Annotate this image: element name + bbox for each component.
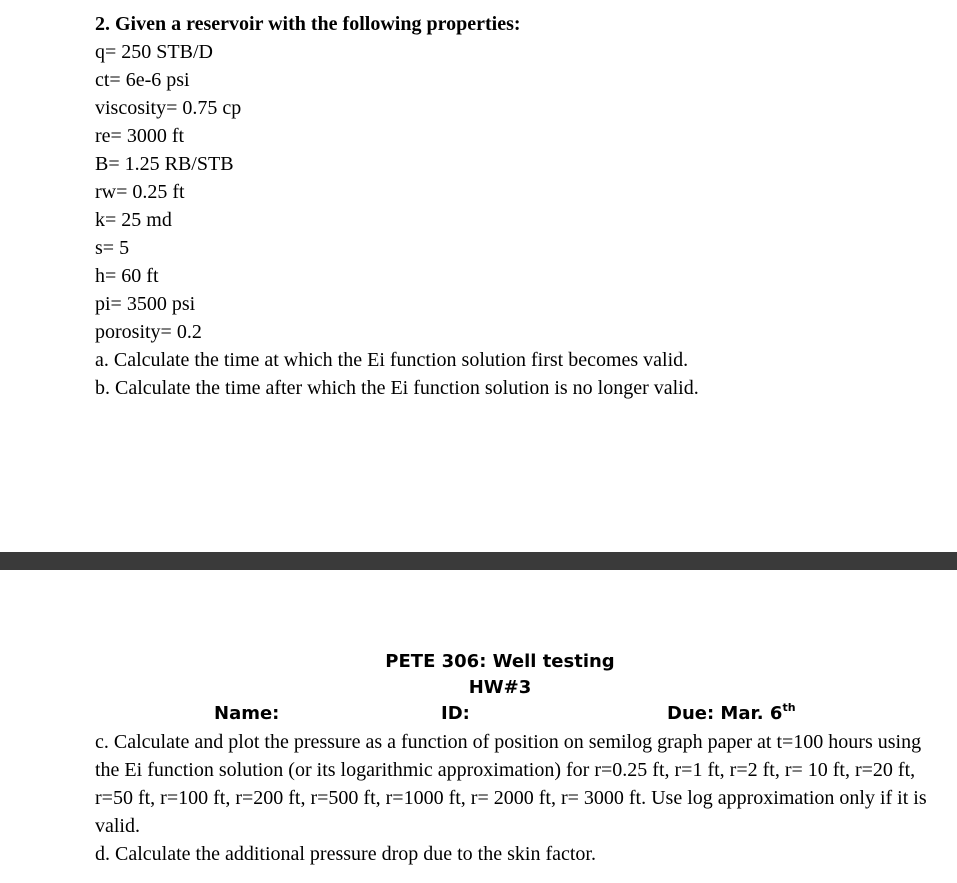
problem-title: 2. Given a reservoir with the following properties: (95, 13, 521, 35)
problem-section (95, 10, 945, 402)
continuation-section (95, 728, 950, 868)
property-porosity: porosity= 0.2 (95, 321, 202, 343)
course-title: PETE 306: Well testing (385, 651, 615, 672)
due-date-text: Due: Mar. 6 (667, 703, 783, 724)
property-list (95, 38, 945, 346)
property-initial-pressure: pi= 3500 psi (95, 293, 196, 315)
page-divider (0, 552, 957, 570)
property-compressibility: ct= 6e-6 psi (95, 69, 190, 91)
property-external-radius: re= 3000 ft (95, 125, 185, 147)
property-viscosity: viscosity= 0.75 cp (95, 97, 242, 119)
homework-title: HW#3 (468, 677, 532, 698)
property-wellbore-radius: rw= 0.25 ft (95, 181, 185, 203)
property-thickness: h= 60 ft (95, 265, 159, 287)
question-part-c: c. Calculate and plot the pressure as a function of position on semilog graph paper at t=100 hours using the Ei function solution (or its logarithmic approximation) for r=0.25 ft, r=1 ft, r=2 ft, r= 10 ft, r=20 ft, r=50 ft, r=100 ft, r=200 ft, r=500 ft, r=1000 ft, r= 2000 ft, r= 3000 ft. Use log approximation only if it is valid. (95, 731, 927, 837)
due-date-suffix: th (782, 701, 796, 714)
question-part-b: b. Calculate the time after which the Ei function solution is no longer valid. (95, 377, 699, 399)
property-permeability: k= 25 md (95, 209, 172, 231)
id-label: ID: (441, 703, 470, 724)
property-flow-rate: q= 250 STB/D (95, 41, 213, 63)
property-formation-volume-factor: B= 1.25 RB/STB (95, 153, 234, 175)
due-date-label (667, 702, 796, 726)
name-label: Name: (214, 703, 280, 724)
property-skin: s= 5 (95, 237, 130, 259)
question-part-a: a. Calculate the time at which the Ei function solution first becomes valid. (95, 349, 689, 371)
question-part-d: d. Calculate the additional pressure drop due to the skin factor. (95, 843, 596, 865)
